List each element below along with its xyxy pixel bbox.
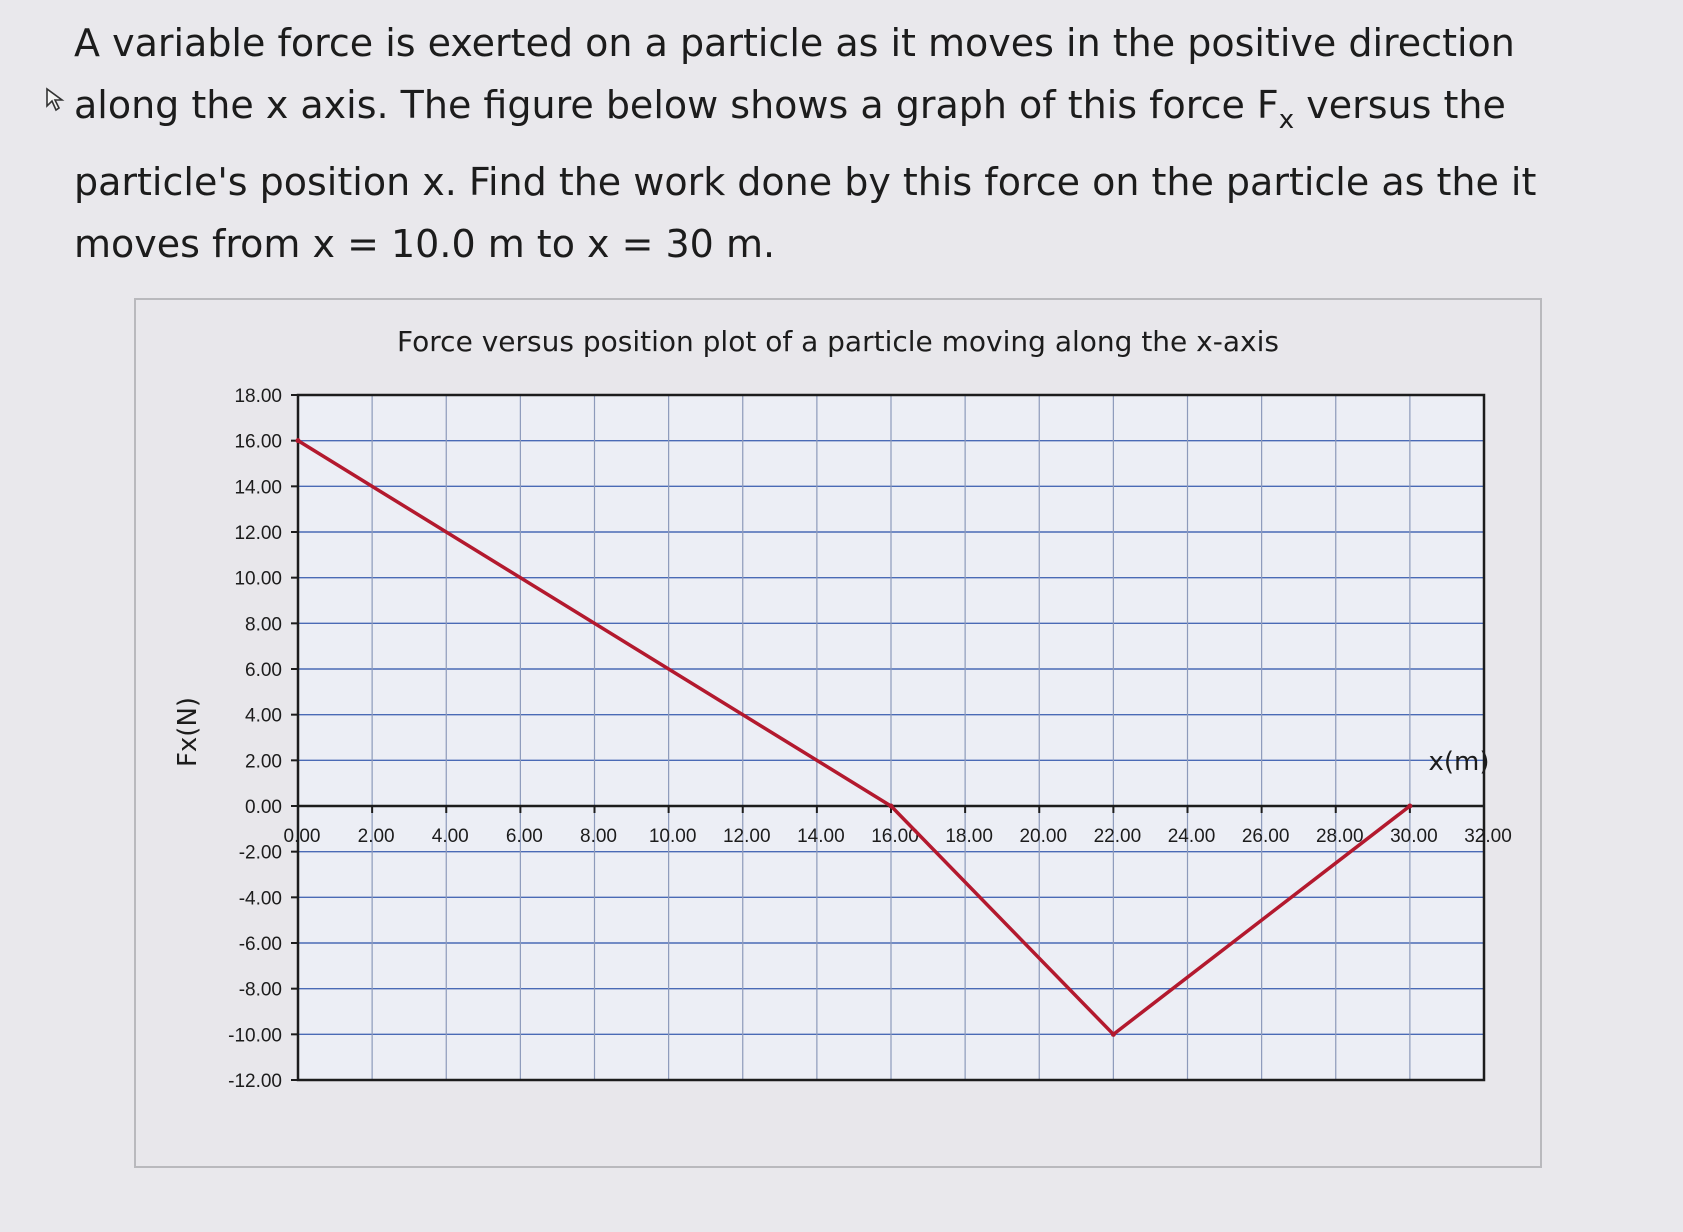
x-tick-label: 24.00 <box>1167 826 1216 847</box>
y-tick-label: 16.00 <box>234 431 282 453</box>
x-tick-label: 16.00 <box>871 826 919 847</box>
y-tick-label: -8.00 <box>238 979 282 1001</box>
y-tick-label: 0.00 <box>245 797 282 818</box>
x-tick-label: 14.00 <box>797 826 845 847</box>
y-tick-label: 14.00 <box>234 477 282 499</box>
x-tick-label: 32.00 <box>1464 826 1512 847</box>
y-tick-label: 12.00 <box>234 523 282 544</box>
y-tick-label: -2.00 <box>238 842 282 864</box>
y-tick-label: 18.00 <box>234 386 282 407</box>
x-tick-label: 30.00 <box>1390 826 1438 847</box>
grid <box>298 395 1484 1080</box>
data-point <box>1407 804 1412 809</box>
y-tick-label: 8.00 <box>245 614 282 636</box>
y-tick-label: -10.00 <box>228 1025 282 1047</box>
x-tick-label: 12.00 <box>722 826 771 847</box>
mouse-pointer-icon <box>44 86 72 114</box>
x-tick-label: 8.00 <box>580 826 617 847</box>
y-tick-label: 6.00 <box>245 660 282 681</box>
question-text <box>74 12 1614 275</box>
x-tick-label: 2.00 <box>357 826 395 847</box>
x-tick-label: 10.00 <box>648 826 697 847</box>
x-tick-label: 18.00 <box>945 826 993 847</box>
x-axis-label: x(m) <box>1428 747 1490 777</box>
chart-svg <box>136 300 1540 1166</box>
y-tick-label: 4.00 <box>245 705 282 727</box>
x-tick-label: 20.00 <box>1019 826 1068 847</box>
y-tick-label: -4.00 <box>238 888 282 910</box>
y-tick-label: 2.00 <box>245 751 282 773</box>
y-axis-ticks <box>228 386 298 1092</box>
y-tick-label: 10.00 <box>234 568 282 590</box>
x-tick-label: 28.00 <box>1315 826 1364 847</box>
x-tick-label: 6.00 <box>505 826 543 847</box>
x-tick-label: 26.00 <box>1241 826 1290 847</box>
force-subscript: x <box>1278 105 1295 135</box>
x-tick-label: 22.00 <box>1093 826 1142 847</box>
x-tick-label: 4.00 <box>431 826 469 847</box>
question-part2: versus the particle's position x. Find the work done by this force on the particle as the it moves from x = 10.0 m to x = 30 m. <box>74 83 1537 266</box>
chart-title: Force versus position plot of a particle moving along the x-axis <box>397 325 1279 358</box>
data-point <box>889 804 894 809</box>
data-point <box>1111 1032 1116 1037</box>
chart-frame <box>134 298 1542 1168</box>
data-point <box>296 438 301 443</box>
x-tick-label: 0.00 <box>283 826 321 847</box>
y-axis-label: Fx(N) <box>173 696 203 768</box>
y-tick-label: -12.00 <box>228 1071 282 1092</box>
y-tick-label: -6.00 <box>238 934 282 955</box>
question-part1: A variable force is exerted on a particle as it moves in the positive direction along the x axis. The figure below shows a graph of this force F <box>74 21 1515 127</box>
